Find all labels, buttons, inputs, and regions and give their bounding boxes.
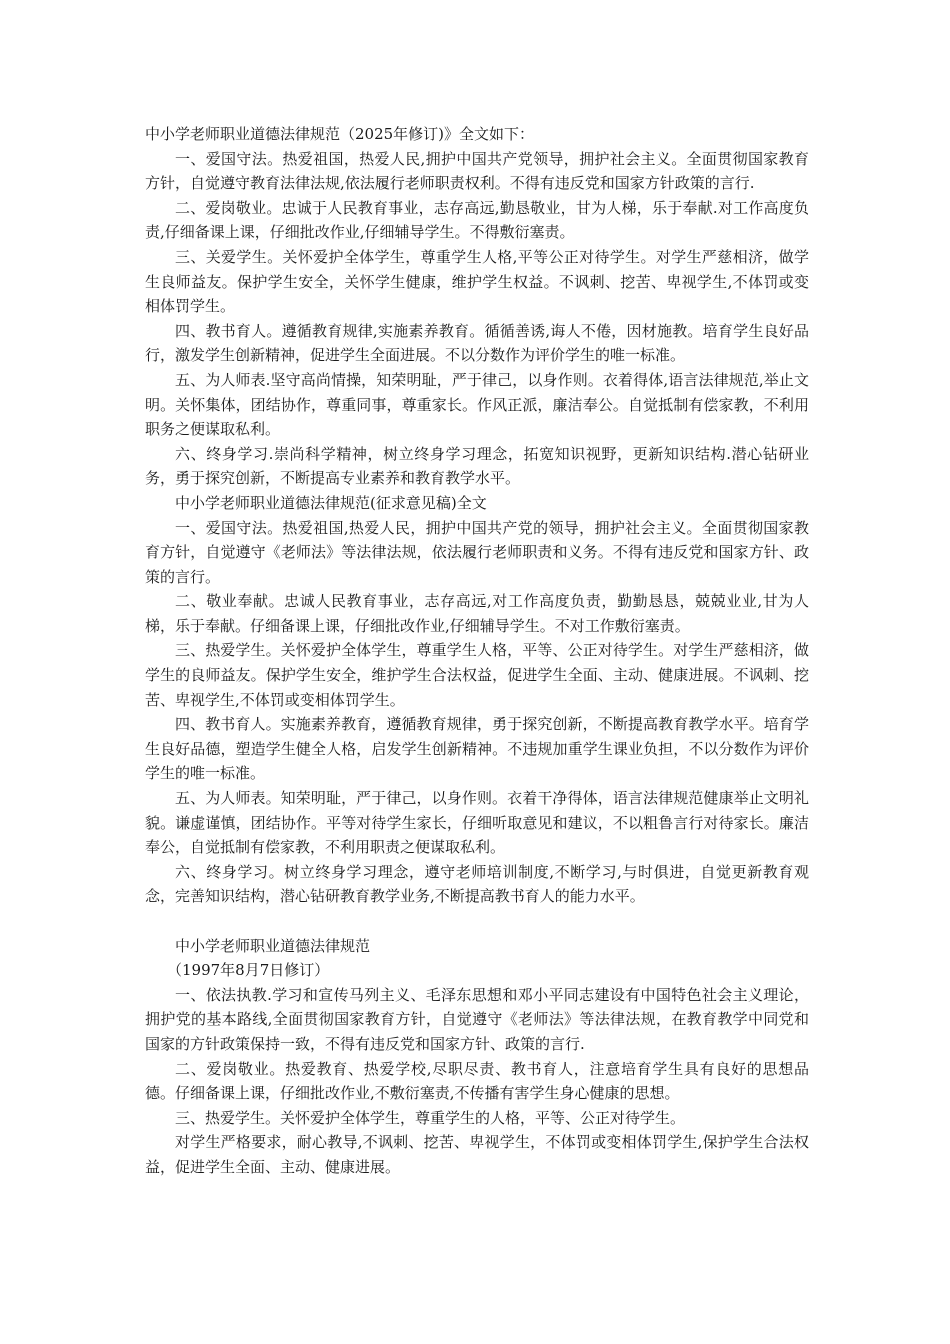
paragraph-1997-4: 对学生严格要求，耐心教导,不讽刺、挖苦、卑视学生，不体罚或变相体罚学生,保护学生合法权益，促进学生全面、主动、健康进展。: [145, 1133, 809, 1176]
paragraph-draft-3: 三、热爱学生。关怀爱护全体学生，尊重学生人格，平等、公正对待学生。对学生严慈相济，做学生的良师益友。保护学生安全，维护学生合法权益，促进学生全面、主动、健康进展。不讽刺、挖苦、卑视学生,不体罚或变相体罚学生。: [145, 641, 809, 709]
paragraph-2025-5: 五、为人师表.坚守高尚情操，知荣明耻，严于律己，以身作则。衣着得体,语言法律规范,举止文明。关怀集体，团结协作，尊重同事，尊重家长。作风正派，廉洁奉公。自觉抵制有偿家教，不利用职务之便谋取私利。: [145, 370, 809, 439]
paragraph-2025-2: 二、爱岗敬业。忠诚于人民教育事业，志存高远,勤恳敬业，甘为人梯，乐于奉献.对工作高度负责,仔细备课上课，仔细批改作业,仔细辅导学生。不得敷衍塞责。: [145, 198, 809, 242]
document-intro: 中小学老师职业道德法律规范（2025年修订)》全文如下：: [145, 125, 535, 143]
paragraph-draft-6: 六、终身学习。树立终身学习理念，遵守老师培训制度,不断学习,与时俱进，自觉更新教育观念，完善知识结构，潜心钻研教育教学业务,不断提高教书育人的能力水平。: [145, 862, 809, 906]
paragraph-2025-6: 六、终身学习.崇尚科学精神，树立终身学习理念，拓宽知识视野，更新知识结构.潜心钻研业务，勇于探究创新，不断提高专业素养和教育教学水平。: [145, 444, 809, 488]
paragraph-2025-3: 三、关爱学生。关怀爱护全体学生，尊重学生人格,平等公正对待学生。对学生严慈相济，做学生良师益友。保护学生安全，关怀学生健康，维护学生权益。不讽刺、挖苦、卑视学生,不体罚或变相体罚学生。: [145, 247, 809, 316]
paragraph-1997-2: 二、爱岗敬业。热爱教育、热爱学校,尽职尽责、教书育人，注意培育学生具有良好的思想品德。仔细备课上课，仔细批改作业,不敷衍塞责,不传播有害学生身心健康的思想。: [145, 1059, 809, 1103]
paragraph-draft-1: 一、爱国守法。热爱祖国,热爱人民，拥护中国共产党的领导，拥护社会主义。全面贯彻国家教育方针，自觉遵守《老师法》等法律法规，依法履行老师职责和义务。不得有违反党和国家方针、政策的言行。: [145, 518, 809, 586]
blank-line: [145, 909, 809, 934]
paragraph-draft-5: 五、为人师表。知荣明耻，严于律己，以身作则。衣着干净得体，语言法律规范健康举止文明礼貌。谦虚谨慎，团结协作。平等对待学生家长，仔细听取意见和建议，不以粗鲁言行对待家长。廉洁奉公，自觉抵制有偿家教，不利用职责之便谋取私利。: [145, 789, 809, 857]
document-page: [145, 122, 809, 1180]
section-1997-date: （1997年8月7日修订）: [167, 961, 330, 980]
paragraph-1997-3: 三、热爱学生。关怀爱护全体学生，尊重学生的人格，平等、公正对待学生。: [175, 1108, 686, 1127]
section-1997-title: 中小学老师职业道德法律规范: [175, 936, 371, 955]
paragraph-draft-4: 四、教书育人。实施素养教育，遵循教育规律，勇于探究创新，不断提高教育教学水平。培育学生良好品德，塑造学生健全人格，启发学生创新精神。不违规加重学生课业负担，不以分数作为评价学生的唯一标准。: [145, 715, 809, 783]
paragraph-2025-4: 四、教书育人。遵循教育规律,实施素养教育。循循善诱,诲人不倦，因材施教。培育学生良好品行，激发学生创新精神，促进学生全面进展。不以分数作为评价学生的唯一标准。: [145, 321, 809, 365]
paragraph-2025-1: 一、爱国守法。热爱祖国，热爱人民,拥护中国共产党领导，拥护社会主义。全面贯彻国家教育方针，自觉遵守教育法律法规,依法履行老师职责权利。不得有违反党和国家方针政策的言行.: [145, 149, 809, 193]
paragraph-1997-1: 一、依法执教.学习和宣传马列主义、毛泽东思想和邓小平同志建设有中国特色社会主义理论，拥护党的基本路线,全面贯彻国家教育方针，自觉遵守《老师法》等法律法规，在教育教学中同党和国家的方针政策保持一致，不得有违反党和国家方针、政策的言行.: [145, 985, 809, 1053]
draft-section-title: 中小学老师职业道德法律规范(征求意见稿)全文: [175, 493, 487, 512]
paragraph-draft-2: 二、敬业奉献。忠诚人民教育事业，志存高远,对工作高度负责，勤勤恳恳，兢兢业业,甘为人梯，乐于奉献。仔细备课上课，仔细批改作业,仔细辅导学生。不对工作敷衍塞责。: [145, 592, 809, 635]
